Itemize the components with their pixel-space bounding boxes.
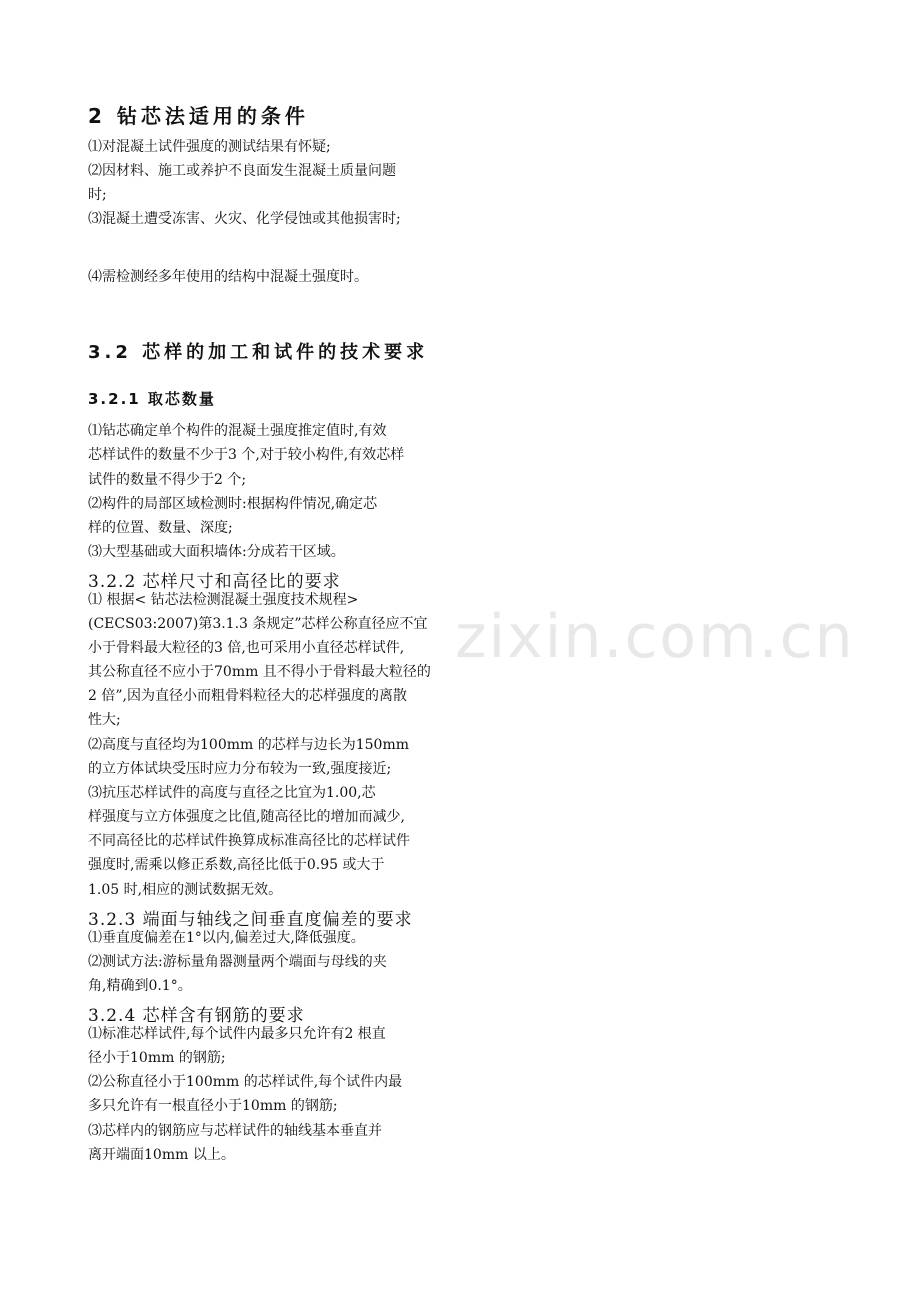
text-line: ⑵公称直径小于100mm 的芯样试件,每个试件内最 [88,1074,403,1090]
text-line: 1.05 时,相应的测试数据无效。 [88,882,283,898]
text-line: 不同高径比的芯样试件换算成标准高径比的芯样试件 [88,833,410,849]
text-line: ⑵构件的局部区域检测时:根据构件情况,确定芯 [88,496,378,512]
text-line: ⑴对混凝土试件强度的测试结果有怀疑; [88,139,331,155]
text-line: ⑶大型基础或大面积墙体:分成若干区域。 [88,544,345,560]
section-3-2-heading: 3.2 芯样的加工和试件的技术要求 [88,342,429,363]
text-line: ⑶芯样内的钢筋应与芯样试件的轴线基本垂直并 [88,1123,382,1139]
text-line: ⑴标准芯样试件,每个试件内最多只允许有2 根直 [88,1026,386,1042]
text-line: ⑵因材料、施工或养护不良面发生混凝土质量问题 [88,163,396,179]
text-line: ⑴钻芯确定单个构件的混凝土强度推定值时,有效 [88,423,387,439]
text-line: ⑵高度与直径均为100mm 的芯样与边长为150mm [88,737,409,753]
text-line: (CECS03:2007)第3.1.3 条规定”芯样公称直径应不宜 [88,616,428,632]
text-line: 样的位置、数量、深度; [88,520,233,536]
section-2-heading: 2 钻芯法适用的条件 [88,104,309,128]
section-3-2-4-heading: 3.2.4 芯样含有钢筋的要求 [88,1006,305,1026]
text-line: 其公称直径不应小于70mm 且不得小于骨料最大粒径的 [88,664,431,680]
text-line: ⑵测试方法:游标量角器测量两个端面与母线的夹 [88,954,387,970]
text-line: 2 倍”,因为直径小而粗骨料粒径大的芯样强度的离散 [88,688,407,704]
text-line: ⑴ 根据< 钻芯法检测混凝土强度技术规程> [88,592,359,608]
text-line: ⑶混凝土遭受冻害、火灾、化学侵蚀或其他损害时; [88,211,401,227]
text-line: 试件的数量不得少于2 个; [88,472,247,488]
text-line: ⑶抗压芯样试件的高度与直径之比宜为1.00,芯 [88,785,376,801]
watermark: zixin.com.cn [455,602,855,672]
text-line: 多只允许有一根直径小于10mm 的钢筋; [88,1098,338,1114]
text-line: 芯样试件的数量不少于3 个,对于较小构件,有效芯样 [88,447,405,463]
text-line: 性大; [88,712,121,728]
section-3-2-3-heading: 3.2.3 端面与轴线之间垂直度偏差的要求 [88,910,413,930]
section-3-2-1-heading: 3.2.1 取芯数量 [88,390,216,408]
text-line: 样强度与立方体强度之比值,随高径比的增加而减少, [88,809,405,825]
text-line: ⑴垂直度偏差在1°以内,偏差过大,降低强度。 [88,930,365,946]
text-line: 时; [88,187,107,203]
text-line: 的立方体试块受压时应力分布较为一致,强度接近; [88,761,392,777]
text-line: ⑷需检测经多年使用的结构中混凝土强度时。 [88,269,368,285]
text-line: 强度时,需乘以修正系数,高径比低于0.95 或大于 [88,857,385,873]
text-line: 径小于10mm 的钢筋; [88,1050,226,1066]
text-line: 小于骨料最大粒径的3 倍,也可采用小直径芯样试件, [88,640,405,656]
section-3-2-2-heading: 3.2.2 芯样尺寸和高径比的要求 [88,572,341,592]
text-line: 角,精确到0.1°。 [88,978,192,994]
text-line: 离开端面10mm 以上。 [88,1147,235,1163]
